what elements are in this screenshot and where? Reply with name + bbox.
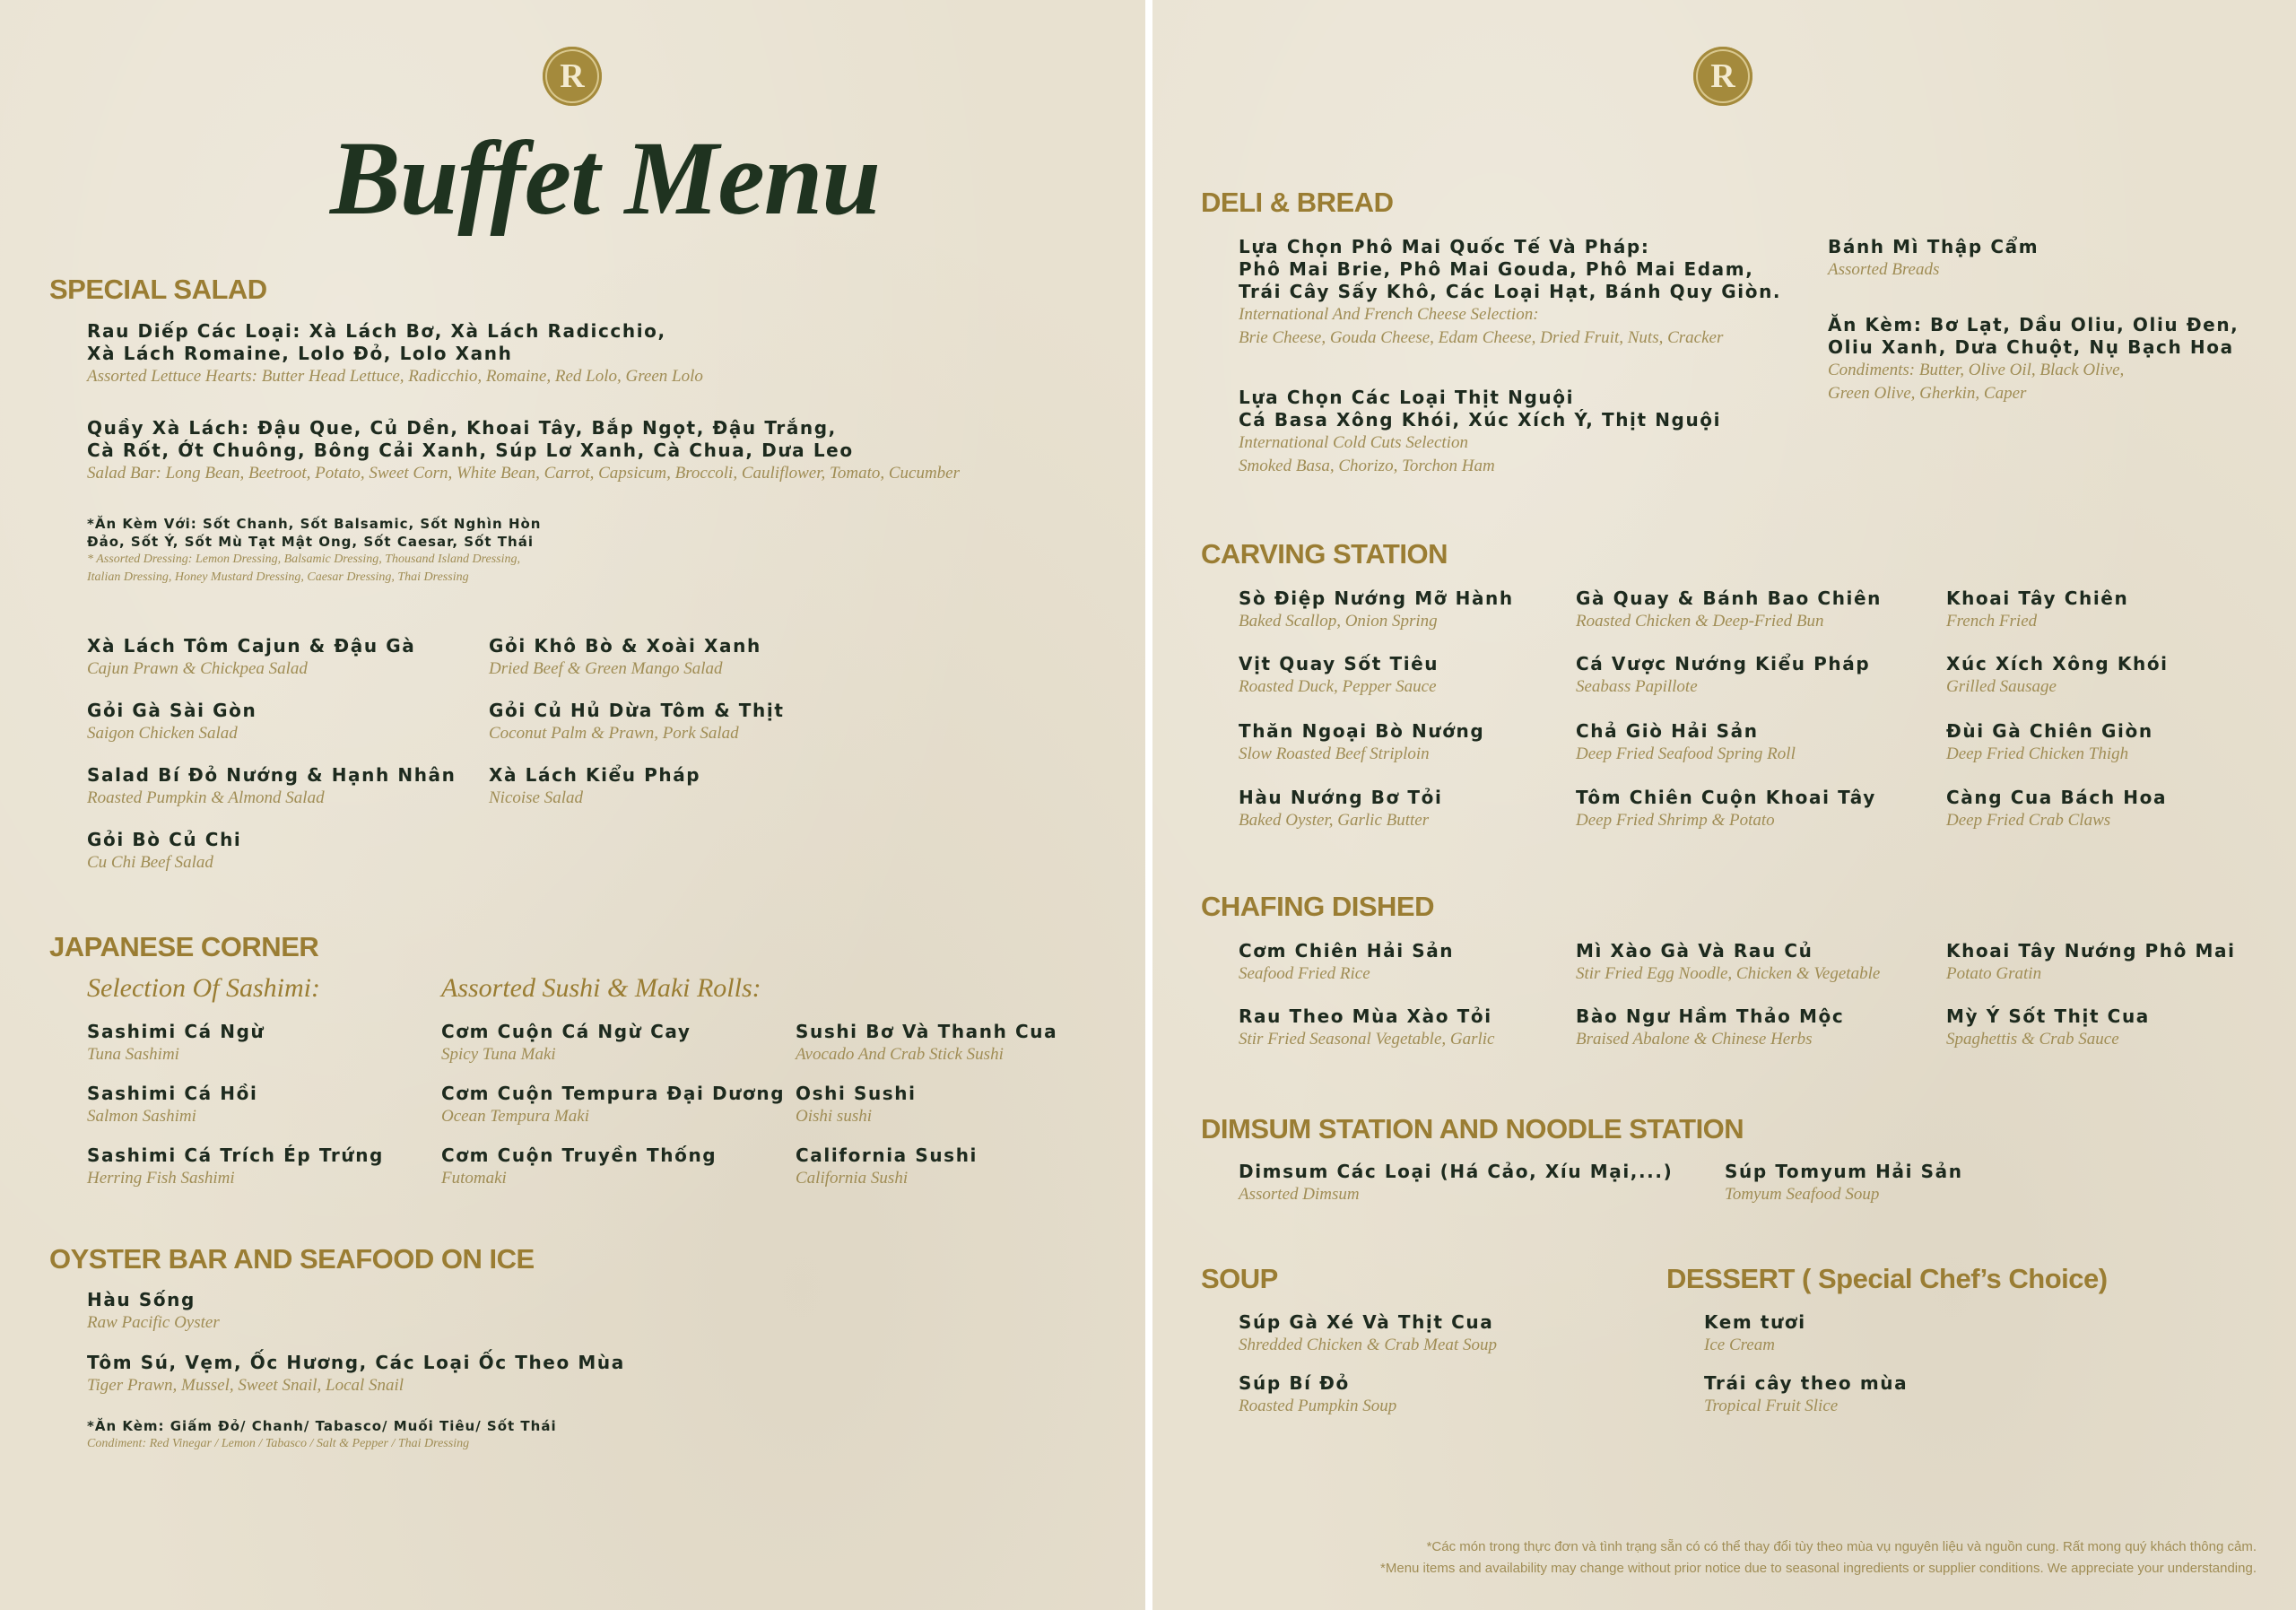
restaurant-logo-icon: R <box>543 47 602 106</box>
item-name-en: Avocado And Crab Stick Sushi <box>796 1045 1004 1064</box>
item-name-en: Futomaki <box>441 1169 507 1188</box>
menu-item <box>1946 1005 2150 1051</box>
item-name-en: Tiger Prawn, Mussel, Sweet Snail, Local Snail <box>87 1376 404 1395</box>
item-name-vn: Cá Basa Xông Khói, Xúc Xích Ý, Thịt Nguội <box>1239 409 1722 431</box>
section-heading-oyster-bar: OYSTER BAR AND SEAFOOD ON ICE <box>49 1243 535 1275</box>
menu-item <box>1704 1311 1806 1357</box>
section-heading-carving-station: CARVING STATION <box>1201 538 1448 570</box>
item-name-vn: Vịt Quay Sốt Tiêu <box>1239 653 1439 674</box>
menu-item <box>1576 1005 1844 1051</box>
menu-item <box>1239 1005 1494 1051</box>
menu-item <box>87 635 415 681</box>
item-name-en: Salmon Sashimi <box>87 1107 196 1126</box>
item-name-en: Saigon Chicken Salad <box>87 724 238 743</box>
menu-item <box>1725 1161 1963 1206</box>
item-name-en: Cu Chi Beef Salad <box>87 853 213 872</box>
item-name-vn: Hàu Sống <box>87 1289 196 1310</box>
item-name-vn: Súp Tomyum Hải Sản <box>1725 1161 1963 1182</box>
menu-item <box>441 1083 785 1128</box>
menu-item <box>1576 587 1882 633</box>
item-name-vn: Cơm Cuộn Cá Ngừ Cay <box>441 1021 691 1042</box>
item-name-en: Dried Beef & Green Mango Salad <box>489 659 723 678</box>
item-name-en: Roasted Pumpkin & Almond Salad <box>87 788 325 807</box>
item-name-en: Ice Cream <box>1704 1336 1775 1354</box>
menu-item <box>796 1144 978 1190</box>
menu-item <box>1239 1311 1497 1357</box>
item-name-vn: Sashimi Cá Trích Ép Trứng <box>87 1144 384 1166</box>
section-heading-dessert: DESSERT ( Special Chef’s Choice) <box>1666 1263 2108 1294</box>
item-name-vn: Cơm Cuộn Truyền Thống <box>441 1144 718 1166</box>
item-name-en: Assorted Lettuce Hearts: Butter Head Lettuce, Radicchio, Romaine, Red Lolo, Green Lolo <box>87 367 703 386</box>
menu-item <box>87 1083 257 1128</box>
item-name-vn: Gỏi Bò Củ Chi <box>87 829 242 850</box>
item-name-vn: Xà Lách Romaine, Lolo Đỏ, Lolo Xanh <box>87 343 513 364</box>
item-name-vn: Khoai Tây Nướng Phô Mai <box>1946 940 2236 962</box>
section-heading-soup: SOUP <box>1201 1263 1278 1294</box>
item-name-vn: Tôm Sú, Vẹm, Ốc Hương, Các Loại Ốc Theo Mùa <box>87 1352 625 1373</box>
menu-item <box>1239 940 1454 986</box>
condiment-note <box>87 1417 557 1453</box>
menu-item <box>1946 940 2236 986</box>
item-name-vn: Cà Rốt, Ớt Chuông, Bông Cải Xanh, Súp Lơ Xanh, Cà Chua, Dưa Leo <box>87 439 854 461</box>
item-name-vn: Phô Mai Brie, Phô Mai Gouda, Phô Mai Edam, <box>1239 258 1754 280</box>
note-vn: *Ăn Kèm Với: Sốt Chanh, Sốt Balsamic, Sốt Nghìn Hòn <box>87 516 542 532</box>
item-name-vn: Sashimi Cá Ngừ <box>87 1021 265 1042</box>
menu-item <box>87 1352 625 1397</box>
item-name-en: Assorted Dimsum <box>1239 1185 1360 1204</box>
item-name-vn: Mỳ Ý Sốt Thịt Cua <box>1946 1005 2150 1027</box>
menu-item <box>1946 787 2167 832</box>
menu-page-left <box>0 0 1145 1610</box>
restaurant-logo-icon: R <box>1693 47 1752 106</box>
item-name-vn: Rau Diếp Các Loại: Xà Lách Bơ, Xà Lách Radicchio, <box>87 320 666 342</box>
item-name-vn: Khoai Tây Chiên <box>1946 587 2129 609</box>
item-name-vn: Càng Cua Bách Hoa <box>1946 787 2168 808</box>
subheading-sushi: Assorted Sushi & Maki Rolls: <box>441 973 761 1003</box>
item-name-en: Herring Fish Sashimi <box>87 1169 235 1188</box>
note-vn: Đảo, Sốt Ý, Sốt Mù Tạt Mật Ong, Sốt Caesar, Sốt Thái <box>87 534 534 550</box>
dressing-note <box>87 515 542 587</box>
menu-item <box>1576 720 1796 766</box>
item-name-en: Assorted Breads <box>1828 260 1940 279</box>
item-name-vn: Kem tươi <box>1704 1311 1806 1333</box>
item-name-vn: Cơm Cuộn Tempura Đại Dương <box>441 1083 786 1104</box>
menu-item <box>1239 720 1484 766</box>
menu-item <box>1239 587 1514 633</box>
section-heading-dimsum-noodle: DIMSUM STATION AND NOODLE STATION <box>1201 1113 1744 1144</box>
item-name-en: Smoked Basa, Chorizo, Torchon Ham <box>1239 457 1495 475</box>
menu-item <box>87 1289 220 1335</box>
item-name-en: Shredded Chicken & Crab Meat Soup <box>1239 1336 1497 1354</box>
menu-item <box>1576 653 1870 699</box>
item-name-en: Green Olive, Gherkin, Caper <box>1828 384 2027 403</box>
note-en: Condiment: Red Vinegar / Lemon / Tabasco / Salt & Pepper / Thai Dressing <box>87 1437 470 1450</box>
item-name-en: Tomyum Seafood Soup <box>1725 1185 1880 1204</box>
menu-item-condiments <box>1828 314 2239 405</box>
item-name-en: Baked Oyster, Garlic Butter <box>1239 811 1430 830</box>
item-name-vn: Cá Vược Nướng Kiểu Pháp <box>1576 653 1871 674</box>
menu-item <box>796 1083 917 1128</box>
menu-item <box>87 700 257 745</box>
menu-item <box>87 764 456 810</box>
item-name-en: Condiments: Butter, Olive Oil, Black Olive, <box>1828 361 2125 379</box>
item-name-vn: Trái cây theo mùa <box>1704 1372 1909 1394</box>
item-name-vn: Rau Theo Mùa Xào Tỏi <box>1239 1005 1492 1027</box>
item-name-en: Roasted Duck, Pepper Sauce <box>1239 677 1437 696</box>
menu-item <box>1946 720 2153 766</box>
item-name-en: Tuna Sashimi <box>87 1045 179 1064</box>
item-name-en: Coconut Palm & Prawn, Pork Salad <box>489 724 739 743</box>
item-name-en: Spicy Tuna Maki <box>441 1045 556 1064</box>
item-name-vn: Đùi Gà Chiên Giòn <box>1946 720 2153 742</box>
menu-item <box>1946 653 2169 699</box>
item-name-en: Roasted Pumpkin Soup <box>1239 1397 1397 1415</box>
item-name-en: Deep Fried Crab Claws <box>1946 811 2111 830</box>
menu-item-salad-bar <box>87 417 960 485</box>
item-name-en: Brie Cheese, Gouda Cheese, Edam Cheese, Dried Fruit, Nuts, Cracker <box>1239 328 1724 347</box>
menu-item-lettuce <box>87 320 703 388</box>
item-name-vn: Súp Bí Đỏ <box>1239 1372 1350 1394</box>
item-name-vn: Trái Cây Sấy Khô, Các Loại Hạt, Bánh Quy Giòn. <box>1239 281 1782 302</box>
menu-item <box>87 1021 265 1066</box>
item-name-vn: Mì Xào Gà Và Rau Củ <box>1576 940 1813 962</box>
menu-item <box>1239 787 1442 832</box>
menu-item <box>1576 787 1876 832</box>
menu-item <box>1704 1372 1908 1418</box>
item-name-vn: California Sushi <box>796 1144 978 1166</box>
footer-note-vn: *Các món trong thực đơn và tình trạng sẵn có có thể thay đổi tùy theo mùa vụ nguyên liệu và nguồn cung. Rất mong quý khách thông cảm. <box>1426 1539 2257 1554</box>
item-name-en: Ocean Tempura Maki <box>441 1107 589 1126</box>
menu-item <box>441 1021 691 1066</box>
menu-item <box>1946 587 2128 633</box>
item-name-en: Baked Scallop, Onion Spring <box>1239 612 1438 631</box>
menu-item <box>489 700 785 745</box>
item-name-en: Seafood Fried Rice <box>1239 964 1370 983</box>
subheading-sashimi: Selection Of Sashimi: <box>87 973 320 1003</box>
menu-item <box>489 764 700 810</box>
menu-item <box>1239 653 1439 699</box>
item-name-vn: Hàu Nướng Bơ Tỏi <box>1239 787 1443 808</box>
item-name-vn: Gỏi Củ Hủ Dừa Tôm & Thịt <box>489 700 785 721</box>
item-name-vn: Oshi Sushi <box>796 1083 917 1104</box>
item-name-en: Deep Fried Chicken Thigh <box>1946 744 2129 763</box>
item-name-vn: Chả Giò Hải Sản <box>1576 720 1759 742</box>
item-name-en: Stir Fried Egg Noodle, Chicken & Vegetable <box>1576 964 1881 983</box>
item-name-en: Slow Roasted Beef Striploin <box>1239 744 1430 763</box>
item-name-vn: Lựa Chọn Phô Mai Quốc Tế Và Pháp: <box>1239 236 1650 257</box>
section-heading-deli-bread: DELI & BREAD <box>1201 187 1394 218</box>
item-name-en: Spaghettis & Crab Sauce <box>1946 1030 2119 1049</box>
item-name-en: Braised Abalone & Chinese Herbs <box>1576 1030 1813 1049</box>
item-name-en: Stir Fried Seasonal Vegetable, Garlic <box>1239 1030 1495 1049</box>
menu-title: Buffet Menu <box>330 119 880 237</box>
menu-item <box>489 635 761 681</box>
item-name-vn: Lựa Chọn Các Loại Thịt Nguội <box>1239 387 1575 408</box>
item-name-en: French Fried <box>1946 612 2038 631</box>
item-name-vn: Dimsum Các Loại (Há Cảo, Xíu Mại,...) <box>1239 1161 1674 1182</box>
item-name-vn: Cơm Chiên Hải Sản <box>1239 940 1455 962</box>
item-name-vn: Súp Gà Xé Và Thịt Cua <box>1239 1311 1494 1333</box>
item-name-en: Roasted Chicken & Deep-Fried Bun <box>1576 612 1824 631</box>
menu-item <box>1239 1161 1673 1206</box>
item-name-vn: Gà Quay & Bánh Bao Chiên <box>1576 587 1882 609</box>
item-name-en: Nicoise Salad <box>489 788 584 807</box>
item-name-en: California Sushi <box>796 1169 909 1188</box>
item-name-vn: Sushi Bơ Và Thanh Cua <box>796 1021 1058 1042</box>
item-name-en: Cajun Prawn & Chickpea Salad <box>87 659 308 678</box>
item-name-en: International And French Cheese Selection: <box>1239 305 1539 324</box>
menu-item-cold-cuts <box>1239 387 1721 478</box>
item-name-en: Grilled Sausage <box>1946 677 2057 696</box>
item-name-en: Seabass Papillote <box>1576 677 1698 696</box>
note-en: * Assorted Dressing: Lemon Dressing, Balsamic Dressing, Thousand Island Dressing, <box>87 553 521 566</box>
item-name-vn: Gỏi Gà Sài Gòn <box>87 700 257 721</box>
item-name-en: Deep Fried Seafood Spring Roll <box>1576 744 1796 763</box>
note-en: Italian Dressing, Honey Mustard Dressing, Caesar Dressing, Thai Dressing <box>87 570 469 584</box>
item-name-vn: Thăn Ngoại Bò Nướng <box>1239 720 1485 742</box>
item-name-vn: Ăn Kèm: Bơ Lạt, Dầu Oliu, Oliu Đen, <box>1828 314 2239 335</box>
item-name-vn: Xà Lách Tôm Cajun & Đậu Gà <box>87 635 416 657</box>
item-name-vn: Xúc Xích Xông Khói <box>1946 653 2169 674</box>
footer-note-en: *Menu items and availability may change without prior notice due to seasonal ingredients or supplier conditions. We appreciate your understanding. <box>1380 1561 2257 1576</box>
menu-page-right <box>1152 0 2296 1610</box>
item-name-vn: Bánh Mì Thập Cẩm <box>1828 236 2039 257</box>
item-name-vn: Oliu Xanh, Dưa Chuột, Nụ Bạch Hoa <box>1828 336 2234 358</box>
menu-item <box>441 1144 717 1190</box>
menu-item <box>87 1144 384 1190</box>
item-name-vn: Quầy Xà Lách: Đậu Que, Củ Dền, Khoai Tây, Bắp Ngọt, Đậu Trắng, <box>87 417 837 439</box>
item-name-vn: Sò Điệp Nướng Mỡ Hành <box>1239 587 1514 609</box>
item-name-en: Deep Fried Shrimp & Potato <box>1576 811 1775 830</box>
note-vn: *Ăn Kèm: Giấm Đỏ/ Chanh/ Tabasco/ Muối Tiêu/ Sốt Thái <box>87 1418 557 1434</box>
item-name-vn: Tôm Chiên Cuộn Khoai Tây <box>1576 787 1876 808</box>
item-name-en: Salad Bar: Long Bean, Beetroot, Potato, Sweet Corn, White Bean, Carrot, Capsicum, Broccoli, Cauliflower, Tomato, Cucumber <box>87 464 960 483</box>
menu-item <box>87 829 241 875</box>
item-name-vn: Sashimi Cá Hồi <box>87 1083 258 1104</box>
item-name-vn: Salad Bí Đỏ Nướng & Hạnh Nhân <box>87 764 457 786</box>
menu-item <box>796 1021 1057 1066</box>
item-name-en: Raw Pacific Oyster <box>87 1313 220 1332</box>
item-name-en: International Cold Cuts Selection <box>1239 433 1468 452</box>
item-name-vn: Gỏi Khô Bò & Xoài Xanh <box>489 635 761 657</box>
item-name-en: Tropical Fruit Slice <box>1704 1397 1839 1415</box>
menu-item-cheese <box>1239 236 1781 350</box>
menu-item-bread <box>1828 236 2039 282</box>
item-name-en: Potato Gratin <box>1946 964 2042 983</box>
item-name-en: Oishi sushi <box>796 1107 872 1126</box>
section-heading-japanese-corner: JAPANESE CORNER <box>49 931 319 962</box>
section-heading-special-salad: SPECIAL SALAD <box>49 274 267 305</box>
item-name-vn: Xà Lách Kiểu Pháp <box>489 764 701 786</box>
menu-item <box>1576 940 1880 986</box>
item-name-vn: Bào Ngư Hầm Thảo Mộc <box>1576 1005 1845 1027</box>
section-heading-chafing-dished: CHAFING DISHED <box>1201 891 1434 922</box>
menu-item <box>1239 1372 1396 1418</box>
